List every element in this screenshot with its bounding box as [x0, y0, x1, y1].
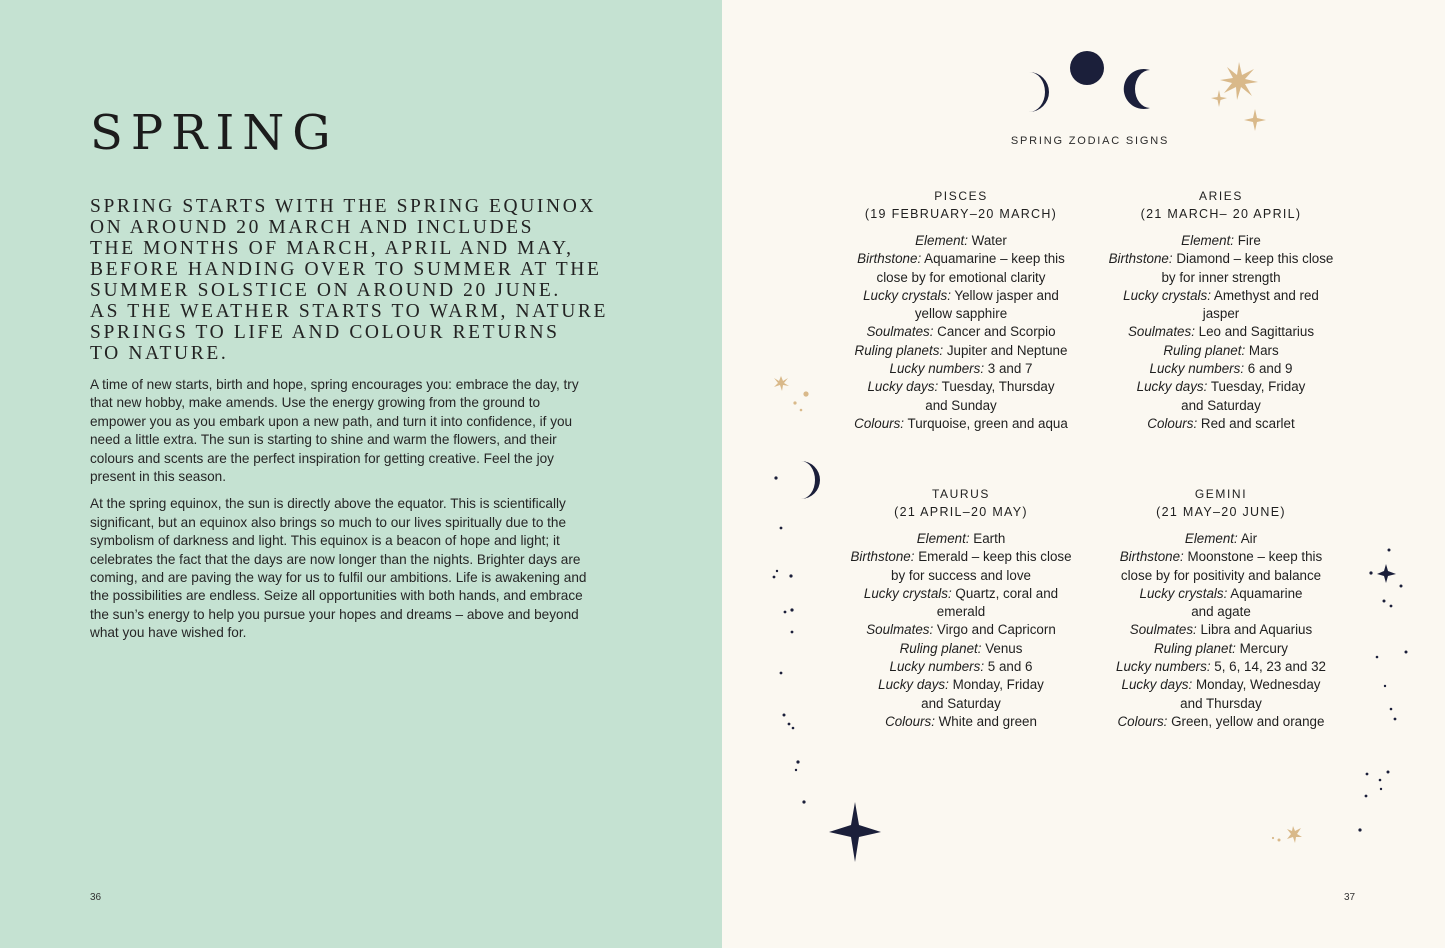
sign-line-text: 6 and 9 — [1244, 361, 1293, 377]
sign-line-label: Birthstone: — [850, 549, 915, 565]
sign-line-text: Diamond – keep this close — [1172, 251, 1334, 267]
sign-line-label: Lucky numbers: — [889, 659, 985, 675]
sign-line-text: and agate — [1191, 604, 1251, 620]
intro-line: AS THE WEATHER STARTS TO WARM, NATURE — [90, 301, 608, 322]
body-paragraph: At the spring equinox, the sun is directly above the equator. This is scientifically significant, but an equinox also brings so much to our lives spiritually due to the symbolism of darkness and light. This equinox is a beacon of hope and light; it celebrates the fact that the days are now longer than the nights. Brighter days are coming, and are paving the way for us to fulfil our ambitions. Life is awakening and the possibilities are endless. Seize all opportunities with both hands, and embrace the sun’s energy to help you pursue your hopes and dreams – above and beyond what you have wished for. — [90, 496, 587, 641]
sign-dates: (21 MAY–20 JUNE) — [1156, 505, 1286, 519]
sign-dates: (21 MARCH– 20 APRIL) — [1140, 207, 1302, 221]
sign-line-label: Birthstone: — [1108, 251, 1173, 267]
sign-line-text: Tuesday, Thursday — [938, 379, 1055, 395]
page-title: SPRING — [90, 105, 339, 161]
sign-line-label: Lucky numbers: — [889, 361, 985, 377]
crescent-moon-icon — [801, 461, 820, 499]
intro-line: SPRINGS TO LIFE AND COLOUR RETURNS — [90, 322, 560, 343]
sign-line-text: 5 and 6 — [984, 659, 1033, 675]
intro-text — [90, 196, 608, 364]
sign-line-label: Element: — [1181, 233, 1235, 248]
sign-dates: (19 FEBRUARY–20 MARCH) — [864, 207, 1058, 221]
sign-line — [841, 323, 1081, 341]
sign-line-text: Monday, Friday — [948, 677, 1044, 693]
sign-line-text: 3 and 7 — [984, 361, 1033, 377]
sign-line-label: Soulmates: — [1127, 324, 1195, 340]
intro-line: TO NATURE. — [90, 343, 229, 364]
sign-line — [1101, 305, 1341, 323]
sparkle-icon — [774, 376, 809, 411]
star-dots — [1358, 549, 1407, 832]
sign-line-label: Lucky crystals: — [1123, 287, 1211, 303]
sign-line-label: Lucky days: — [1121, 677, 1193, 693]
sign-line-text: by for inner strength — [1161, 269, 1281, 285]
sign-line — [841, 232, 1081, 250]
star-icon — [829, 802, 881, 862]
sign-line-text: Green, yellow and orange — [1167, 713, 1325, 729]
sign-line-text: Libra and Aquarius — [1196, 622, 1313, 638]
sign-line-text: Leo and Sagittarius — [1194, 324, 1315, 340]
intro-line: SPRING STARTS WITH THE SPRING EQUINOX — [90, 196, 597, 217]
sign-aries — [1101, 187, 1341, 433]
body-text — [90, 376, 590, 652]
sign-line-label: Ruling planet: — [1154, 640, 1236, 656]
intro-line: ON AROUND 20 MARCH AND INCLUDES — [90, 217, 535, 238]
sign-line-text: Earth — [969, 531, 1006, 546]
sign-line-text: Monday, Wednesday — [1192, 677, 1321, 693]
sign-line — [841, 305, 1081, 323]
sign-line — [1101, 323, 1341, 341]
zodiac-heading: SPRING ZODIAC SIGNS — [1010, 135, 1170, 147]
sign-line-text: White and green — [934, 713, 1037, 729]
sign-line-text: Venus — [981, 640, 1023, 656]
sign-line-label: Lucky days: — [878, 677, 949, 693]
sign-line-label: Soulmates: — [1129, 622, 1197, 638]
sign-line — [1101, 269, 1341, 287]
sign-line-text: Mercury — [1235, 640, 1288, 656]
sign-line-text: and Thursday — [1180, 695, 1262, 711]
sign-line-text: Air — [1237, 531, 1258, 546]
sign-line-label: Lucky numbers: — [1116, 659, 1211, 675]
page-number-right: 37 — [1344, 892, 1356, 903]
page-number-left: 36 — [90, 892, 102, 903]
crescent-moon-icon — [1124, 69, 1150, 109]
sign-line-text: and Sunday — [925, 397, 997, 413]
sign-line — [1101, 250, 1341, 268]
sign-line — [841, 250, 1081, 268]
sign-line-label: Ruling planet: — [1163, 342, 1246, 358]
sign-line — [1101, 287, 1341, 305]
sign-line — [841, 342, 1081, 360]
sign-line-text: and Saturday — [921, 695, 1001, 711]
sign-line-label: Lucky numbers: — [1149, 361, 1245, 377]
sparkle-icon — [1211, 62, 1266, 131]
sign-line-label: Ruling planet: — [899, 640, 982, 656]
left-page — [0, 0, 722, 948]
intro-line: THE MONTHS OF MARCH, APRIL AND MAY, — [90, 238, 574, 259]
sign-line-text: Mars — [1245, 342, 1279, 358]
sign-line-text: Water — [967, 233, 1007, 248]
sign-line-label: Colours: — [885, 713, 935, 729]
sign-line-text: Moonstone – keep this — [1183, 549, 1323, 565]
sign-line — [1101, 232, 1341, 250]
sign-line-text: Yellow jasper and — [950, 287, 1059, 303]
sign-dates: (21 APRIL–20 MAY) — [894, 505, 1028, 519]
sign-line-label: Colours: — [854, 415, 905, 431]
sign-line-text: Emerald – keep this close — [914, 549, 1072, 565]
right-constellation-decoration — [1255, 540, 1415, 850]
sign-line-text: Turquoise, green and aqua — [904, 415, 1068, 431]
sign-line-text: Virgo and Capricorn — [933, 622, 1056, 638]
sparkle-icon — [1272, 826, 1302, 843]
sign-line — [1101, 342, 1341, 360]
sign-line-label: Element: — [915, 233, 968, 248]
sign-line-text: close by for positivity and balance — [1120, 567, 1322, 583]
sign-line-label: Birthstone: — [1119, 549, 1184, 565]
sign-line — [1101, 415, 1341, 433]
sign-line-text: Aquamarine — [1227, 585, 1303, 601]
sign-line-label: Lucky days: — [867, 379, 939, 395]
sign-line-label: Soulmates: — [866, 622, 934, 638]
sign-line-label: Element: — [916, 531, 970, 546]
sign-line — [1101, 360, 1341, 378]
intro-line: SUMMER SOLSTICE ON AROUND 20 JUNE. — [90, 280, 561, 301]
sign-line-text: Red and scarlet — [1197, 415, 1295, 431]
sign-line-text: Amethyst and red — [1210, 287, 1319, 303]
sign-line-text: jasper — [1202, 306, 1240, 322]
sign-line-text: Quartz, coral and — [951, 585, 1059, 601]
full-moon-icon — [1070, 51, 1104, 85]
sign-line-label: Element: — [1184, 531, 1238, 546]
sign-line — [1101, 397, 1341, 415]
intro-line: BEFORE HANDING OVER TO SUMMER AT THE — [90, 259, 602, 280]
sign-line-label: Lucky crystals: — [1139, 585, 1228, 601]
sign-line-label: Colours: — [1117, 713, 1168, 729]
sign-line — [841, 287, 1081, 305]
crescent-moon-icon — [1029, 72, 1049, 112]
body-paragraph: A time of new starts, birth and hope, spring encourages you: embrace the day, try that new hobby, make amends. Use the energy growing from the ground to empower you as you embark upon a new path, and turn it into confidence, if you need a little extra. The sun is starting to shine and warm the flowers, and their colours and scents are the perfect inspiration for getting creative. Feel the joy present in this season. — [90, 377, 579, 485]
star-dots — [773, 476, 806, 803]
sign-line-text: 5, 6, 14, 23 and 32 — [1210, 659, 1326, 675]
sign-line-label: Lucky crystals: — [863, 287, 951, 303]
sign-line-text: Tuesday, Friday — [1207, 379, 1306, 395]
sign-name: ARIES — [1198, 189, 1243, 203]
sign-line-label: Colours: — [1147, 415, 1198, 431]
sign-name: PISCES — [934, 189, 988, 203]
left-constellation-decoration — [765, 370, 895, 870]
sign-line — [1101, 378, 1341, 396]
sign-line-label: Soulmates: — [866, 324, 934, 340]
sign-line-label: Lucky crystals: — [863, 585, 952, 601]
sign-name: TAURUS — [931, 487, 991, 501]
sign-line — [841, 269, 1081, 287]
moon-phases-decoration — [1015, 48, 1160, 114]
sign-line-text: by for success and love — [891, 567, 1031, 583]
sign-line-text: yellow sapphire — [914, 306, 1008, 322]
sign-line-label: Ruling planets: — [854, 342, 944, 358]
sign-line-text: Cancer and Scorpio — [933, 324, 1056, 340]
sign-line-text: close by for emotional clarity — [876, 269, 1046, 285]
sign-line-text: emerald — [936, 604, 986, 620]
sign-line-label: Birthstone: — [857, 251, 922, 267]
sign-line-text: and Saturday — [1181, 397, 1261, 413]
sign-line-text: Aquamarine – keep this — [921, 251, 1065, 267]
sign-line-label: Lucky days: — [1136, 379, 1208, 395]
sign-name: GEMINI — [1194, 487, 1248, 501]
sign-line-text: Jupiter and Neptune — [943, 342, 1068, 358]
star-icon — [1377, 564, 1396, 583]
gold-sparkles-decoration — [1210, 60, 1270, 135]
sign-line-text: Fire — [1234, 233, 1261, 248]
